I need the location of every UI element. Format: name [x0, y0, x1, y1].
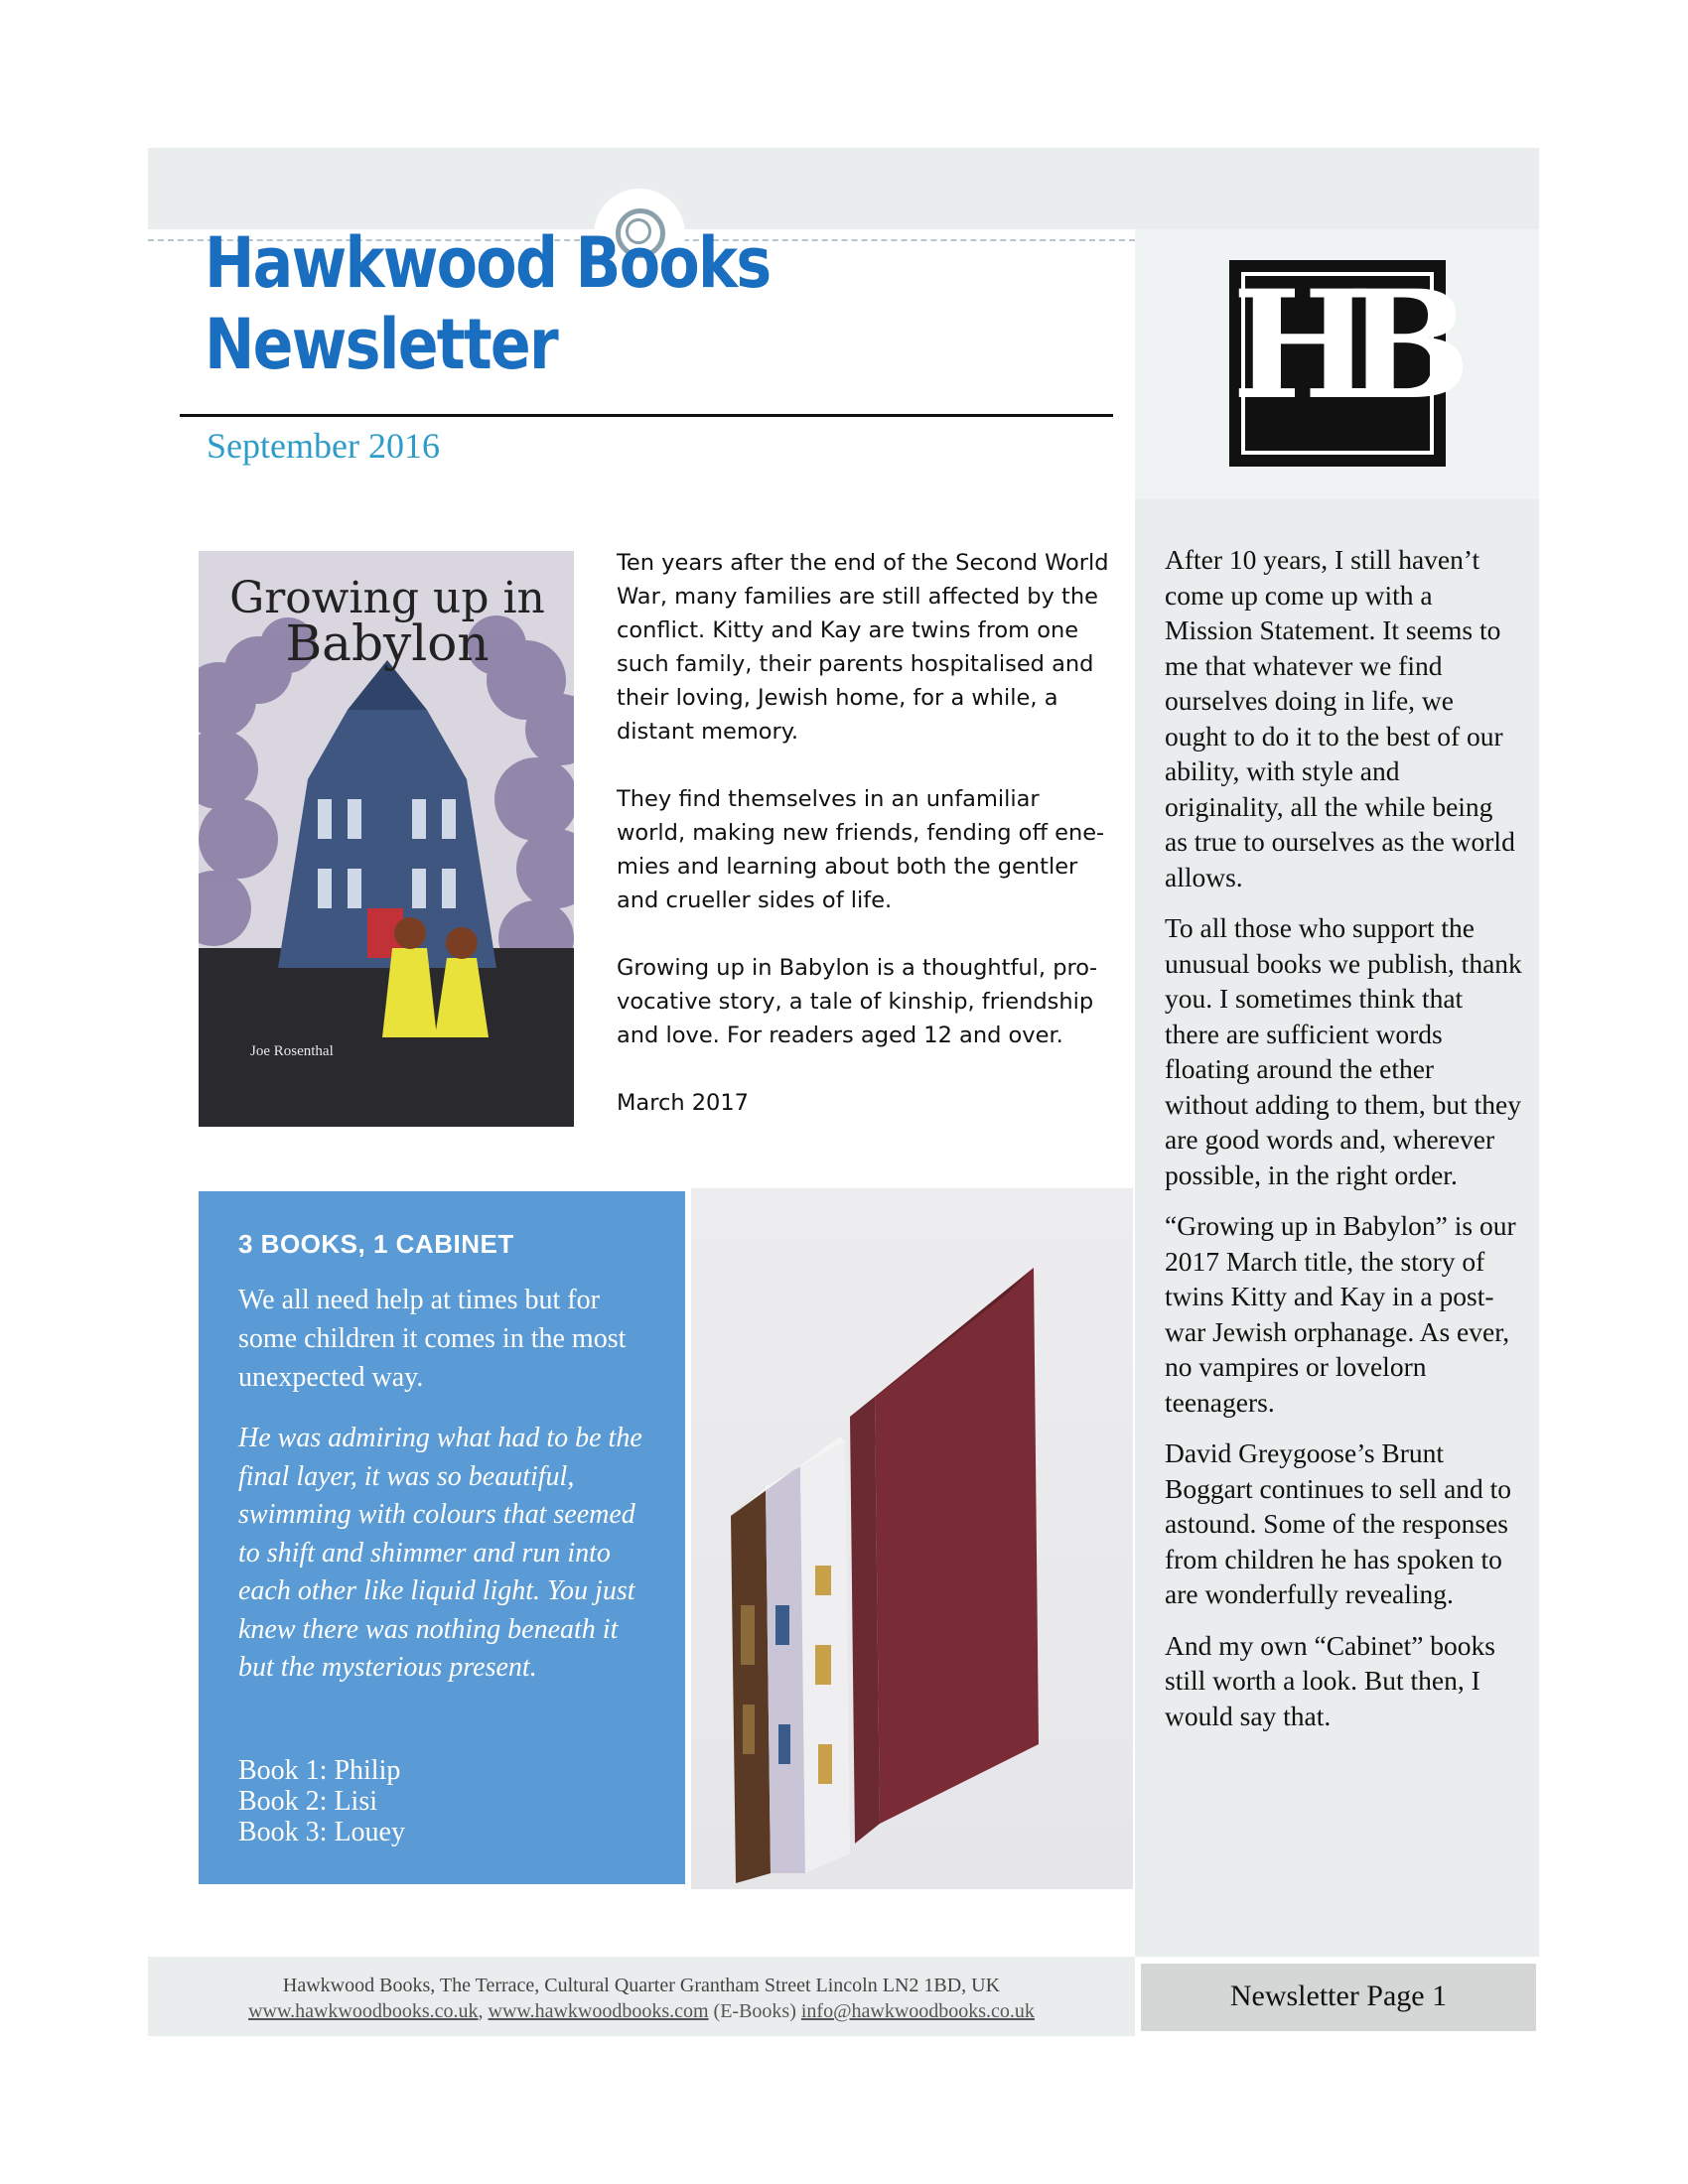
hb-logo-text: HB	[1231, 258, 1444, 433]
newsletter-title	[205, 222, 770, 385]
sidebar-paragraph: After 10 years, I still haven’t come up come up with a Mission Statement. It seems to me that whatever we find ourselves doing in life, we ought to do it to the best of our ability, with style and originality, all the while being as true to ourselves as the world allows.	[1165, 544, 1515, 892]
title-line-1: Hawkwood Books	[205, 222, 771, 304]
article-paragraph: Ten years after the end of the Second World War, many families are still affected by the conflict. Kitty and Kay are twins from one such family, their parents hospitalised and their loving, Jewish home, for a while, a distant memory.	[617, 550, 1109, 745]
email-link[interactable]: info@hawkwoodbooks.co.uk	[800, 2000, 1035, 2022]
footer-address: Hawkwood Books, The Terrace, Cultural Quarter Grantham Street Lincoln LN2 1BD, UK	[282, 1975, 1001, 1996]
book-cover-image	[199, 551, 574, 1127]
book-set-photo	[691, 1188, 1133, 1889]
release-date: March 2017	[617, 1090, 750, 1116]
cover-author: Joe Rosenthal	[250, 1043, 334, 1059]
issue-date: September 2016	[207, 426, 440, 466]
footer-links	[148, 2000, 1135, 2023]
link-separator: ,	[478, 2000, 489, 2022]
article-body	[617, 546, 1113, 1154]
cover-title-line-1: Growing up in	[229, 573, 545, 623]
page-number-box	[1141, 1964, 1536, 2031]
top-band	[148, 148, 1539, 229]
page-label: Newsletter Page 1	[1229, 1979, 1448, 2012]
cover-title-line-2: Babylon	[285, 614, 490, 672]
website-link[interactable]: www.hawkwoodbooks.co.uk	[248, 2000, 479, 2022]
title-rule	[180, 414, 1113, 417]
book-list-item: Book 2: Lisi	[238, 1786, 378, 1817]
cabinet-intro: We all need help at times but for some children it comes in the most unexpected way.	[238, 1285, 627, 1393]
hb-logo	[1229, 260, 1446, 467]
sidebar-paragraph: “Growing up in Babylon” is our 2017 March title, the story of twins Kitty and Kay in a post-war Jewish orphanage. As ever, no vampires or lovelorn teenagers.	[1165, 1210, 1516, 1418]
ebooks-note: (E-Books)	[708, 2000, 801, 2022]
sidebar-editorial	[1165, 542, 1522, 1749]
sidebar-paragraph: And my own “Cabinet” books still worth a look. But then, I would say that.	[1165, 1629, 1496, 1731]
article-paragraph: Growing up in Babylon is a thoughtful, provocative story, a tale of kinship, friendship and love. For readers aged 12 and over.	[617, 955, 1098, 1048]
ebooks-website-link[interactable]: www.hawkwoodbooks.com	[488, 2000, 709, 2022]
cabinet-quote: He was admiring what had to be the final layer, it was so beautiful, swimming with colours that seemed to shift and shimmer and run into each other like liquid light. You just knew there was nothing beneath it but the mysterious present.	[238, 1423, 642, 1683]
book-list-item: Book 1: Philip	[238, 1755, 401, 1786]
sidebar-paragraph: David Greygoose’s Brunt Boggart continues to sell and to astound. Some of the responses from children he has spoken to are wonderfully revealing.	[1165, 1437, 1512, 1609]
title-line-2: Newsletter	[205, 304, 558, 385]
book-list-item: Book 3: Louey	[238, 1817, 405, 1847]
cabinet-feature-box	[199, 1191, 685, 1884]
article-paragraph: They find themselves in an unfamiliar world, making new friends, fending off enemies and learning about both the gentler and crueller sides of life.	[617, 786, 1105, 913]
sidebar-paragraph: To all those who support the unusual books we publish, thank you. I sometimes think that there are sufficient words floating around the ether without adding to them, but they are good words and, wherever possible, in the right order.	[1165, 912, 1522, 1190]
cabinet-heading: 3 BOOKS, 1 CABINET	[238, 1229, 514, 1259]
book-list	[238, 1755, 405, 1847]
footer	[148, 1957, 1135, 2036]
